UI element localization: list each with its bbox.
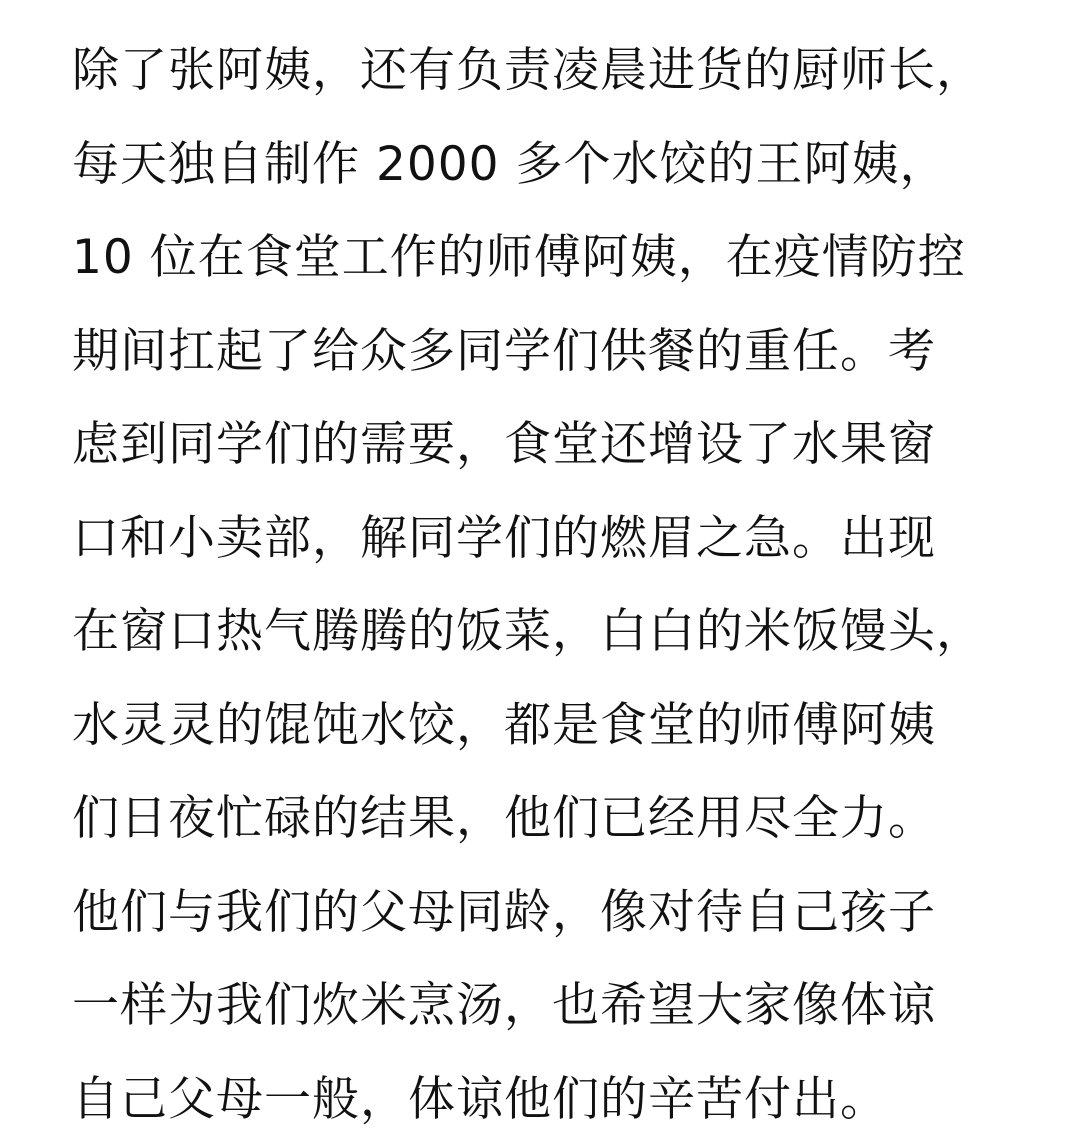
article-body	[72, 24, 1022, 1146]
text-line: 在窗口热气腾腾的饭菜，白白的米饭馒头，	[72, 585, 1022, 679]
text-line: 自己父母一般，体谅他们的辛苦付出。	[72, 1053, 1022, 1146]
text-line: 一样为我们炊米烹汤，也希望大家像体谅	[72, 959, 1022, 1053]
text-line: 水灵灵的馄饨水饺，都是食堂的师傅阿姨	[72, 679, 1022, 773]
text-line: 们日夜忙碌的结果，他们已经用尽全力。	[72, 772, 1022, 866]
text-line: 他们与我们的父母同龄，像对待自己孩子	[72, 866, 1022, 960]
text-line: 除了张阿姨，还有负责凌晨进货的厨师长，	[72, 24, 1022, 118]
text-line: 每天独自制作 2000 多个水饺的王阿姨，	[72, 118, 1022, 212]
text-line: 10 位在食堂工作的师傅阿姨，在疫情防控	[72, 211, 1022, 305]
text-line: 期间扛起了给众多同学们供餐的重任。考	[72, 305, 1022, 399]
text-line: 虑到同学们的需要，食堂还增设了水果窗	[72, 398, 1022, 492]
text-line: 口和小卖部，解同学们的燃眉之急。出现	[72, 492, 1022, 586]
